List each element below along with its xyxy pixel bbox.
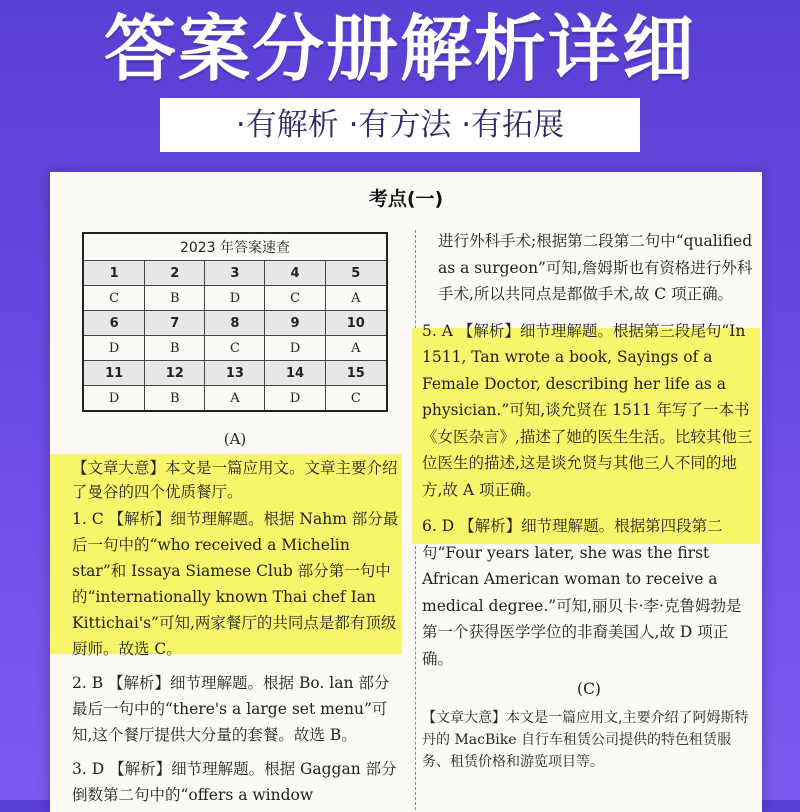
answer-cell: C — [325, 386, 387, 412]
answer-3-explanation: 3. D 【解析】细节理解题。根据 Gaggan 部分倒数第二句中的“offers a window — [72, 760, 397, 804]
answer-cell: D — [205, 286, 265, 311]
question-number: 14 — [265, 361, 325, 386]
answer-4-continued: 进行外科手术;根据第二段第二句中“qualified as a surgeon”可知,詹姆斯也有资格进行外科手术,所以共同点是都做手术,故 C 项正确。 — [438, 232, 753, 303]
question-number: 11 — [83, 361, 145, 386]
table-row — [83, 311, 387, 336]
answer-table — [82, 232, 388, 412]
question-number: 4 — [265, 261, 325, 286]
question-number: 15 — [325, 361, 387, 386]
question-number: 13 — [205, 361, 265, 386]
answer-cell: B — [145, 286, 205, 311]
left-column — [72, 456, 402, 808]
answer-cell: C — [265, 286, 325, 311]
question-number: 9 — [265, 311, 325, 336]
answer-cell: A — [205, 386, 265, 412]
answer-6-explanation: 6. D 【解析】细节理解题。根据第四段第二句“Four years later, she was the first African American woman to receive a medical degree.”可知,丽贝卡·李·克鲁姆勃是第一个获得医学学位的非裔美国人,故 D 项正确。 — [422, 517, 742, 668]
answer-cell: D — [83, 386, 145, 412]
right-column — [422, 228, 756, 773]
answer-2-explanation: 2. B 【解析】细节理解题。根据 Bo. lan 部分最后一句中的“there's a large set menu”可知,这个餐厅提供大分量的套餐。故选 B。 — [72, 674, 390, 744]
question-number: 10 — [325, 311, 387, 336]
answer-cell: D — [265, 386, 325, 412]
passage-c-summary: 【文章大意】本文是一篇应用文,主要介绍了阿姆斯特丹的 MacBike 自行车租赁公司提供的特色租赁服务、租赁价格和游览项目等。 — [422, 709, 749, 770]
answer-cell: D — [265, 336, 325, 361]
answer-cell: B — [145, 336, 205, 361]
table-row — [83, 286, 387, 311]
question-number: 7 — [145, 311, 205, 336]
table-caption: 2023 年答案速查 — [83, 233, 387, 261]
question-number: 2 — [145, 261, 205, 286]
passage-label-c: (C) — [577, 680, 601, 698]
banner-title: 答案分册解析详细 — [103, 7, 696, 91]
answer-cell: D — [83, 336, 145, 361]
answer-cell: B — [145, 386, 205, 412]
answer-cell: A — [325, 336, 387, 361]
table-row — [83, 386, 387, 412]
question-number: 5 — [325, 261, 387, 286]
table-row — [83, 336, 387, 361]
answer-cell: C — [205, 336, 265, 361]
passage-a-summary: 【文章大意】本文是一篇应用文。文章主要介绍了曼谷的四个优质餐厅。 — [72, 459, 398, 501]
question-number: 3 — [205, 261, 265, 286]
answer-cell: A — [325, 286, 387, 311]
answer-5-explanation: 5. A 【解析】细节理解题。根据第三段尾句“In 1511, Tan wrote a book, Sayings of a Female Doctor, describing her life as a physician.”可知,谈允贤在 1511 年写了一本书《女医杂言》,描述了她的医生生活。比较其他三位医生的描述,这是谈允贤与其他三人不同的地方,故 A 项正确。 — [422, 321, 753, 499]
answer-1-explanation: 1. C 【解析】细节理解题。根据 Nahm 部分最后一句中的“who received a Michelin star”和 Issaya Siamese Club 部分第一句中的“internationally known Thai chef Ian Kittichai's”可知,两家餐厅的共同点是都有顶级厨师。故选 C。 — [72, 510, 399, 658]
answer-cell: C — [83, 286, 145, 311]
table-row — [83, 361, 387, 386]
banner-subtitle: ·有解析 ·有方法 ·有拓展 — [160, 98, 640, 152]
passage-label-a: (A) — [223, 430, 247, 448]
answer-page — [50, 172, 762, 812]
table-row — [83, 261, 387, 286]
question-number: 8 — [205, 311, 265, 336]
question-number: 1 — [83, 261, 145, 286]
question-number: 6 — [83, 311, 145, 336]
question-number: 12 — [145, 361, 205, 386]
section-title: 考点(一) — [368, 188, 444, 210]
